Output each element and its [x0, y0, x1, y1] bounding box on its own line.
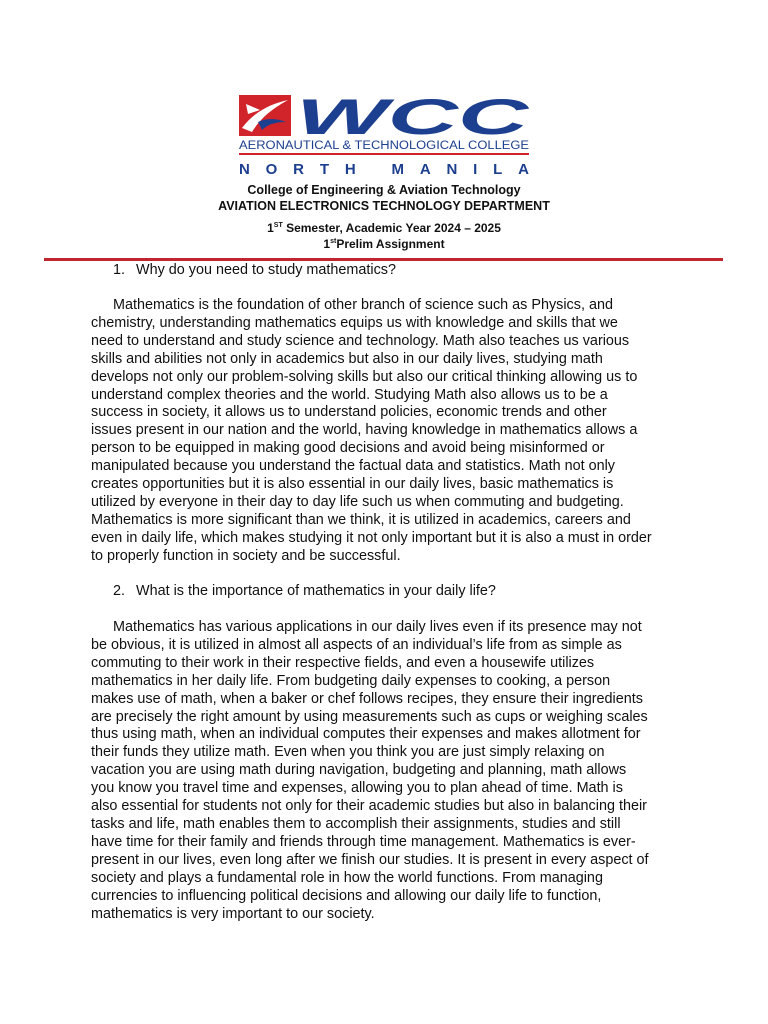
- answer-line: makes use of math, when a baker or chef follows recipes, they ensure their ingredients: [91, 690, 643, 707]
- answer-line: success in society, it allows us to understand policies, economic trends and other: [91, 404, 607, 421]
- answer-line: tasks and life, math enables them to accomplish their assignments, studies and still: [91, 815, 621, 832]
- answer-line: mathematics is very important to our society.: [91, 905, 375, 922]
- answer-line: chemistry, understanding mathematics equips us with knowledge and skills that we: [91, 314, 618, 331]
- header-divider: [44, 258, 723, 261]
- answer-2: [91, 619, 683, 923]
- answer-line: society and plays a fundamental role in how the world functions. From managing: [91, 869, 603, 886]
- question-text: What is the importance of mathematics in your daily life?: [136, 583, 496, 599]
- answer-line: creates opportunities but it is also essential in our daily lives, basic mathematics is: [91, 476, 614, 493]
- answer-line: their funds they utilize math. Even when you think you are just simply relaxing on: [91, 744, 605, 761]
- answer-line: have time for their family and friends through time management. Mathematics is ever-: [91, 833, 636, 850]
- question-number: 2.: [113, 583, 126, 599]
- answer-line: also essential for students not only for their academic studies but also in balancing their: [91, 798, 647, 815]
- question-text: Why do you need to study mathematics?: [136, 262, 396, 278]
- answer-line: you know you travel time and expenses, allowing you to plan ahead of time. Math is: [91, 780, 623, 797]
- semester-line: [0, 221, 768, 235]
- question-number: 1.: [113, 262, 126, 278]
- assignment-title: [0, 237, 768, 251]
- answer-line: be obvious, it is utilized in almost all aspects of an individual’s life from as simple as: [91, 636, 622, 653]
- answer-line: develops not only our problem-solving skills but also our critical thinking allowing us to: [91, 368, 638, 385]
- answer-line: skills and abilities not only in academics but also in our daily lives, studying math: [91, 350, 603, 367]
- answer-line: manipulated because you understand the factual data and statistics. Math not only: [91, 458, 615, 475]
- answer-line: Mathematics is more significant than we think, it is utilized in academics, careers and: [91, 511, 631, 528]
- answer-line: thus using math, when an individual computes their expenses and makes allotment for: [91, 726, 641, 743]
- semester-text: Semester, Academic Year 2024 – 2025: [282, 221, 501, 235]
- answer-1: [91, 297, 683, 566]
- answer-line: person to be equipped in making good decisions and avoid being misinformed or: [91, 440, 605, 457]
- question-1: [113, 262, 396, 278]
- question-2: [113, 583, 496, 599]
- logo-tagline: AERONAUTICAL & TECHNOLOGICAL COLLEGE: [239, 140, 530, 152]
- college-name: College of Engineering & Aviation Technology: [247, 183, 521, 197]
- assignment-ordinal-suffix: st: [330, 238, 337, 245]
- logo-campus: NORTH MANILA: [239, 161, 529, 178]
- answer-line: Mathematics is the foundation of other branch of science such as Physics, and: [113, 297, 613, 313]
- semester-ordinal-suffix: ST: [273, 222, 283, 229]
- answer-line: currencies to influencing political decisions and allowing our daily life to function,: [91, 887, 602, 904]
- college-logo: [238, 92, 530, 178]
- logo-acronym: WCC: [296, 92, 530, 145]
- answer-line: issues present in our nation and the world, having knowledge in mathematics allows a: [91, 422, 638, 439]
- airplane-emblem-icon: [239, 95, 291, 136]
- answer-line: vacation you are using math during navigation, budgeting and planning, math allows: [91, 762, 627, 779]
- answer-line: utilized by everyone in their day to day life such us when commuting and budgeting.: [91, 493, 624, 510]
- answer-line: Mathematics has various applications in our daily lives even if its presence may not: [113, 619, 642, 635]
- answer-line: commuting to their work in their respective fields, and even a housewife utilizes: [91, 654, 595, 671]
- answer-line: present in our lives, even long after we finish our studies. It is present in every aspect of: [91, 851, 649, 868]
- answer-line: mathematics in her daily life. From budgeting daily expenses to cooking, a person: [91, 672, 611, 689]
- answer-line: are precisely the right amount by using measurements such as cups or weighing scales: [91, 708, 648, 725]
- answer-line: to properly function in society and be successful.: [91, 547, 401, 564]
- answer-line: need to understand and study science and technology. Math also teaches us various: [91, 332, 630, 349]
- assignment-text: Prelim Assignment: [336, 237, 445, 251]
- assignment-ordinal: 1: [323, 237, 331, 251]
- department-name: AVIATION ELECTRONICS TECHNOLOGY DEPARTMENT: [218, 199, 550, 213]
- semester-ordinal: 1: [267, 221, 274, 235]
- answer-line: even in daily life, which makes studying it not only important but it is also a must in order: [91, 529, 652, 546]
- answer-line: understand complex theories and the world. Studying Math also allows us to be a: [91, 386, 608, 403]
